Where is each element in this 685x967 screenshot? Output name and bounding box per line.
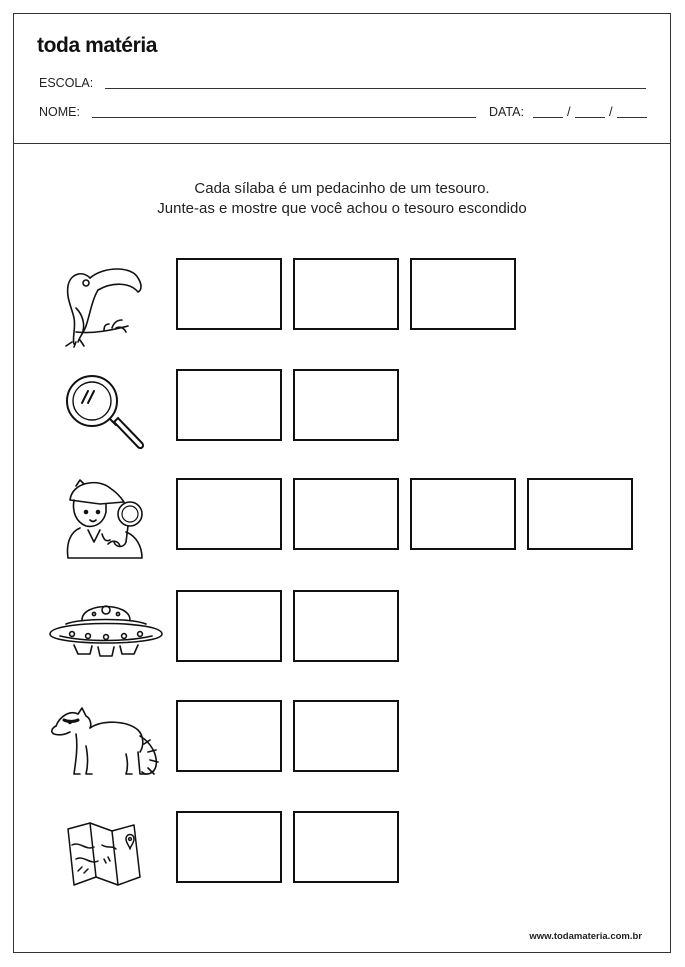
syllable-box[interactable]: [293, 590, 399, 662]
date-year-field[interactable]: [617, 117, 647, 118]
syllable-box[interactable]: [293, 258, 399, 330]
school-label: ESCOLA:: [39, 76, 94, 90]
syllable-box[interactable]: [176, 369, 282, 441]
syllable-box[interactable]: [176, 811, 282, 883]
date-label: DATA:: [489, 105, 524, 119]
name-label: NOME:: [39, 105, 80, 119]
syllable-box[interactable]: [176, 590, 282, 662]
magnifying-glass-icon: [46, 371, 156, 451]
name-field[interactable]: [92, 117, 476, 118]
date-separator: /: [567, 104, 571, 119]
instruction-line: Cada sílaba é um pedacinho de um tesouro.: [194, 180, 490, 197]
instruction-line: Junte-as e mostre que você achou o tesouro escondido: [157, 200, 527, 217]
date-separator: /: [609, 104, 613, 119]
website-url[interactable]: www.todamateria.com.br: [529, 931, 642, 942]
syllable-box[interactable]: [410, 478, 516, 550]
syllable-box[interactable]: [293, 369, 399, 441]
date-month-field[interactable]: [575, 117, 605, 118]
brand-logo: toda matéria: [37, 34, 158, 57]
flying-saucer-icon: [46, 590, 156, 670]
map-icon: [46, 815, 156, 895]
detective-icon: [46, 470, 156, 550]
syllable-box[interactable]: [176, 478, 282, 550]
syllable-box[interactable]: [293, 700, 399, 772]
raccoon-icon: [46, 702, 156, 782]
syllable-box[interactable]: [176, 258, 282, 330]
header-divider: [14, 143, 670, 144]
syllable-box[interactable]: [527, 478, 633, 550]
syllable-box[interactable]: [410, 258, 516, 330]
date-day-field[interactable]: [533, 117, 563, 118]
syllable-box[interactable]: [293, 811, 399, 883]
syllable-box[interactable]: [176, 700, 282, 772]
worksheet: [13, 13, 671, 953]
toucan-icon: [46, 256, 156, 336]
syllable-box[interactable]: [293, 478, 399, 550]
school-field[interactable]: [105, 88, 646, 89]
instructions: [14, 179, 670, 219]
